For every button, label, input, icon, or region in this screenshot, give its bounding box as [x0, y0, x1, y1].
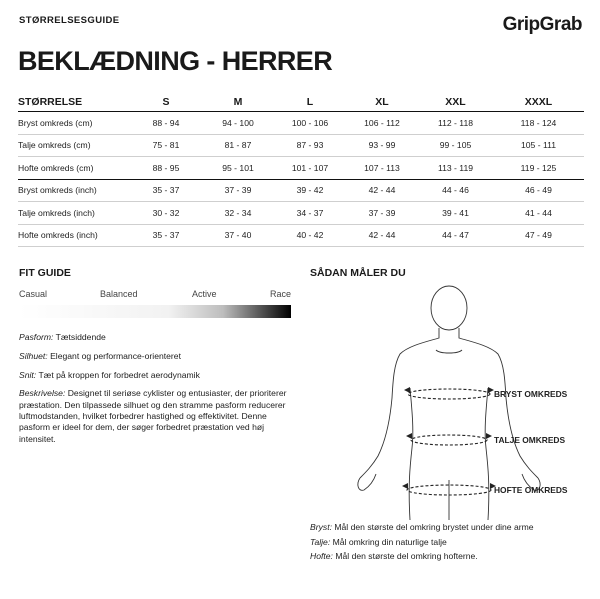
- table-cell: 42 - 44: [346, 224, 418, 247]
- table-cell: 118 - 124: [493, 112, 584, 135]
- hip-label: HOFTE OMKREDS: [494, 485, 568, 495]
- silhuet-label: Silhuet:: [19, 350, 48, 361]
- table-cell: 94 - 100: [202, 112, 274, 135]
- silhuet-value: Elegant og performance-orienteret: [50, 350, 181, 361]
- table-cell: 37 - 40: [202, 224, 274, 247]
- table-cell: 87 - 93: [274, 134, 346, 157]
- table-cell: 39 - 42: [274, 179, 346, 202]
- table-cell: 32 - 34: [202, 202, 274, 225]
- page-title: BEKLÆDNING - HERRER: [18, 46, 333, 76]
- table-cell: 42 - 44: [346, 179, 418, 202]
- fit-scale-balanced: Balanced: [100, 289, 138, 299]
- table-cell: 35 - 37: [130, 224, 202, 247]
- note-chest-text: Mål den største del omkring brystet under dine arme: [334, 522, 534, 532]
- row-label: Talje omkreds (inch): [18, 202, 130, 225]
- table-cell: 81 - 87: [202, 134, 274, 157]
- snit-label: Snit:: [19, 369, 37, 380]
- note-waist-label: Talje:: [310, 536, 331, 547]
- fit-description: [19, 332, 287, 452]
- size-table: [18, 92, 584, 247]
- guide-kicker: STØRRELSESGUIDE: [19, 15, 120, 26]
- measure-lines: [407, 389, 491, 495]
- table-cell: 99 - 105: [418, 134, 493, 157]
- note-waist: [310, 535, 595, 550]
- fit-scale-active: Active: [192, 289, 217, 299]
- fit-scale-casual: Casual: [19, 289, 48, 299]
- fit-guide-heading: FIT GUIDE: [19, 267, 71, 279]
- column-header: XL: [346, 92, 418, 112]
- table-row: [18, 179, 584, 202]
- table-row: [18, 112, 584, 135]
- table-cell: 75 - 81: [130, 134, 202, 157]
- column-header: M: [202, 92, 274, 112]
- measure-arrows: [402, 387, 496, 489]
- table-cell: 46 - 49: [493, 179, 584, 202]
- row-label: Hofte omkreds (inch): [18, 224, 130, 247]
- measure-notes: [310, 520, 595, 564]
- table-cell: 39 - 41: [418, 202, 493, 225]
- table-cell: 112 - 118: [418, 112, 493, 135]
- table-cell: 30 - 32: [130, 202, 202, 225]
- table-cell: 47 - 49: [493, 224, 584, 247]
- table-cell: 106 - 112: [346, 112, 418, 135]
- brand-logo: GripGrab: [502, 14, 582, 35]
- table-cell: 37 - 39: [202, 179, 274, 202]
- table-cell: 40 - 42: [274, 224, 346, 247]
- note-hip-text: Mål den største del omkring hofterne.: [335, 551, 478, 561]
- table-cell: 37 - 39: [346, 202, 418, 225]
- table-cell: 101 - 107: [274, 157, 346, 180]
- table-cell: 88 - 94: [130, 112, 202, 135]
- beskrivelse-value: Designet til seriøse cyklister og entusiaster, der prioriterer præstation. Den tilpassede silhuet og den stramme pasform reducerer luftmodstanden, hvilket forbedrer hastighed og effektivitet. Denne pasform er ideel for dem, der søger forbedret præstation ved høj intensitet.: [19, 388, 287, 444]
- note-waist-text: Mål omkring din naturlige talje: [332, 536, 447, 547]
- table-row: [18, 134, 584, 157]
- row-label: Hofte omkreds (cm): [18, 157, 130, 180]
- table-cell: 41 - 44: [493, 202, 584, 225]
- table-cell: 105 - 111: [493, 134, 584, 157]
- table-cell: 119 - 125: [493, 157, 584, 180]
- row-label: Bryst omkreds (inch): [18, 179, 130, 202]
- pasform-label: Pasform:: [19, 332, 54, 342]
- table-cell: 88 - 95: [130, 157, 202, 180]
- table-cell: 35 - 37: [130, 179, 202, 202]
- table-cell: 107 - 113: [346, 157, 418, 180]
- table-cell: 113 - 119: [418, 157, 493, 180]
- table-cell: 44 - 46: [418, 179, 493, 202]
- column-header: STØRRELSE: [18, 92, 130, 112]
- measure-heading: SÅDAN MÅLER DU: [310, 267, 406, 279]
- table-row: [18, 157, 584, 180]
- table-cell: 95 - 101: [202, 157, 274, 180]
- snit-value: Tæt på kroppen for forbedret aerodynamik: [38, 369, 200, 380]
- row-label: Bryst omkreds (cm): [18, 112, 130, 135]
- note-chest: [310, 520, 595, 535]
- note-hip-label: Hofte:: [310, 551, 333, 561]
- chest-label: BRYST OMKREDS: [494, 389, 568, 399]
- fit-scale-race: Race: [269, 289, 291, 299]
- column-header: L: [274, 92, 346, 112]
- column-header: XXL: [418, 92, 493, 112]
- table-cell: 44 - 47: [418, 224, 493, 247]
- body-measurement-figure: [300, 280, 600, 520]
- column-header: XXXL: [493, 92, 584, 112]
- table-row: [18, 224, 584, 247]
- fit-gradient-bar: [19, 305, 291, 318]
- size-table-header: [18, 92, 584, 112]
- beskrivelse-label: Beskrivelse:: [19, 388, 66, 399]
- row-label: Talje omkreds (cm): [18, 134, 130, 157]
- table-cell: 100 - 106: [274, 112, 346, 135]
- waist-label: TALJE OMKREDS: [494, 435, 566, 445]
- table-cell: 93 - 99: [346, 134, 418, 157]
- note-hip: [310, 549, 595, 564]
- table-cell: 34 - 37: [274, 202, 346, 225]
- column-header: S: [130, 92, 202, 112]
- pasform-value: Tætsiddende: [55, 332, 106, 342]
- table-row: [18, 202, 584, 225]
- note-chest-label: Bryst:: [310, 522, 332, 532]
